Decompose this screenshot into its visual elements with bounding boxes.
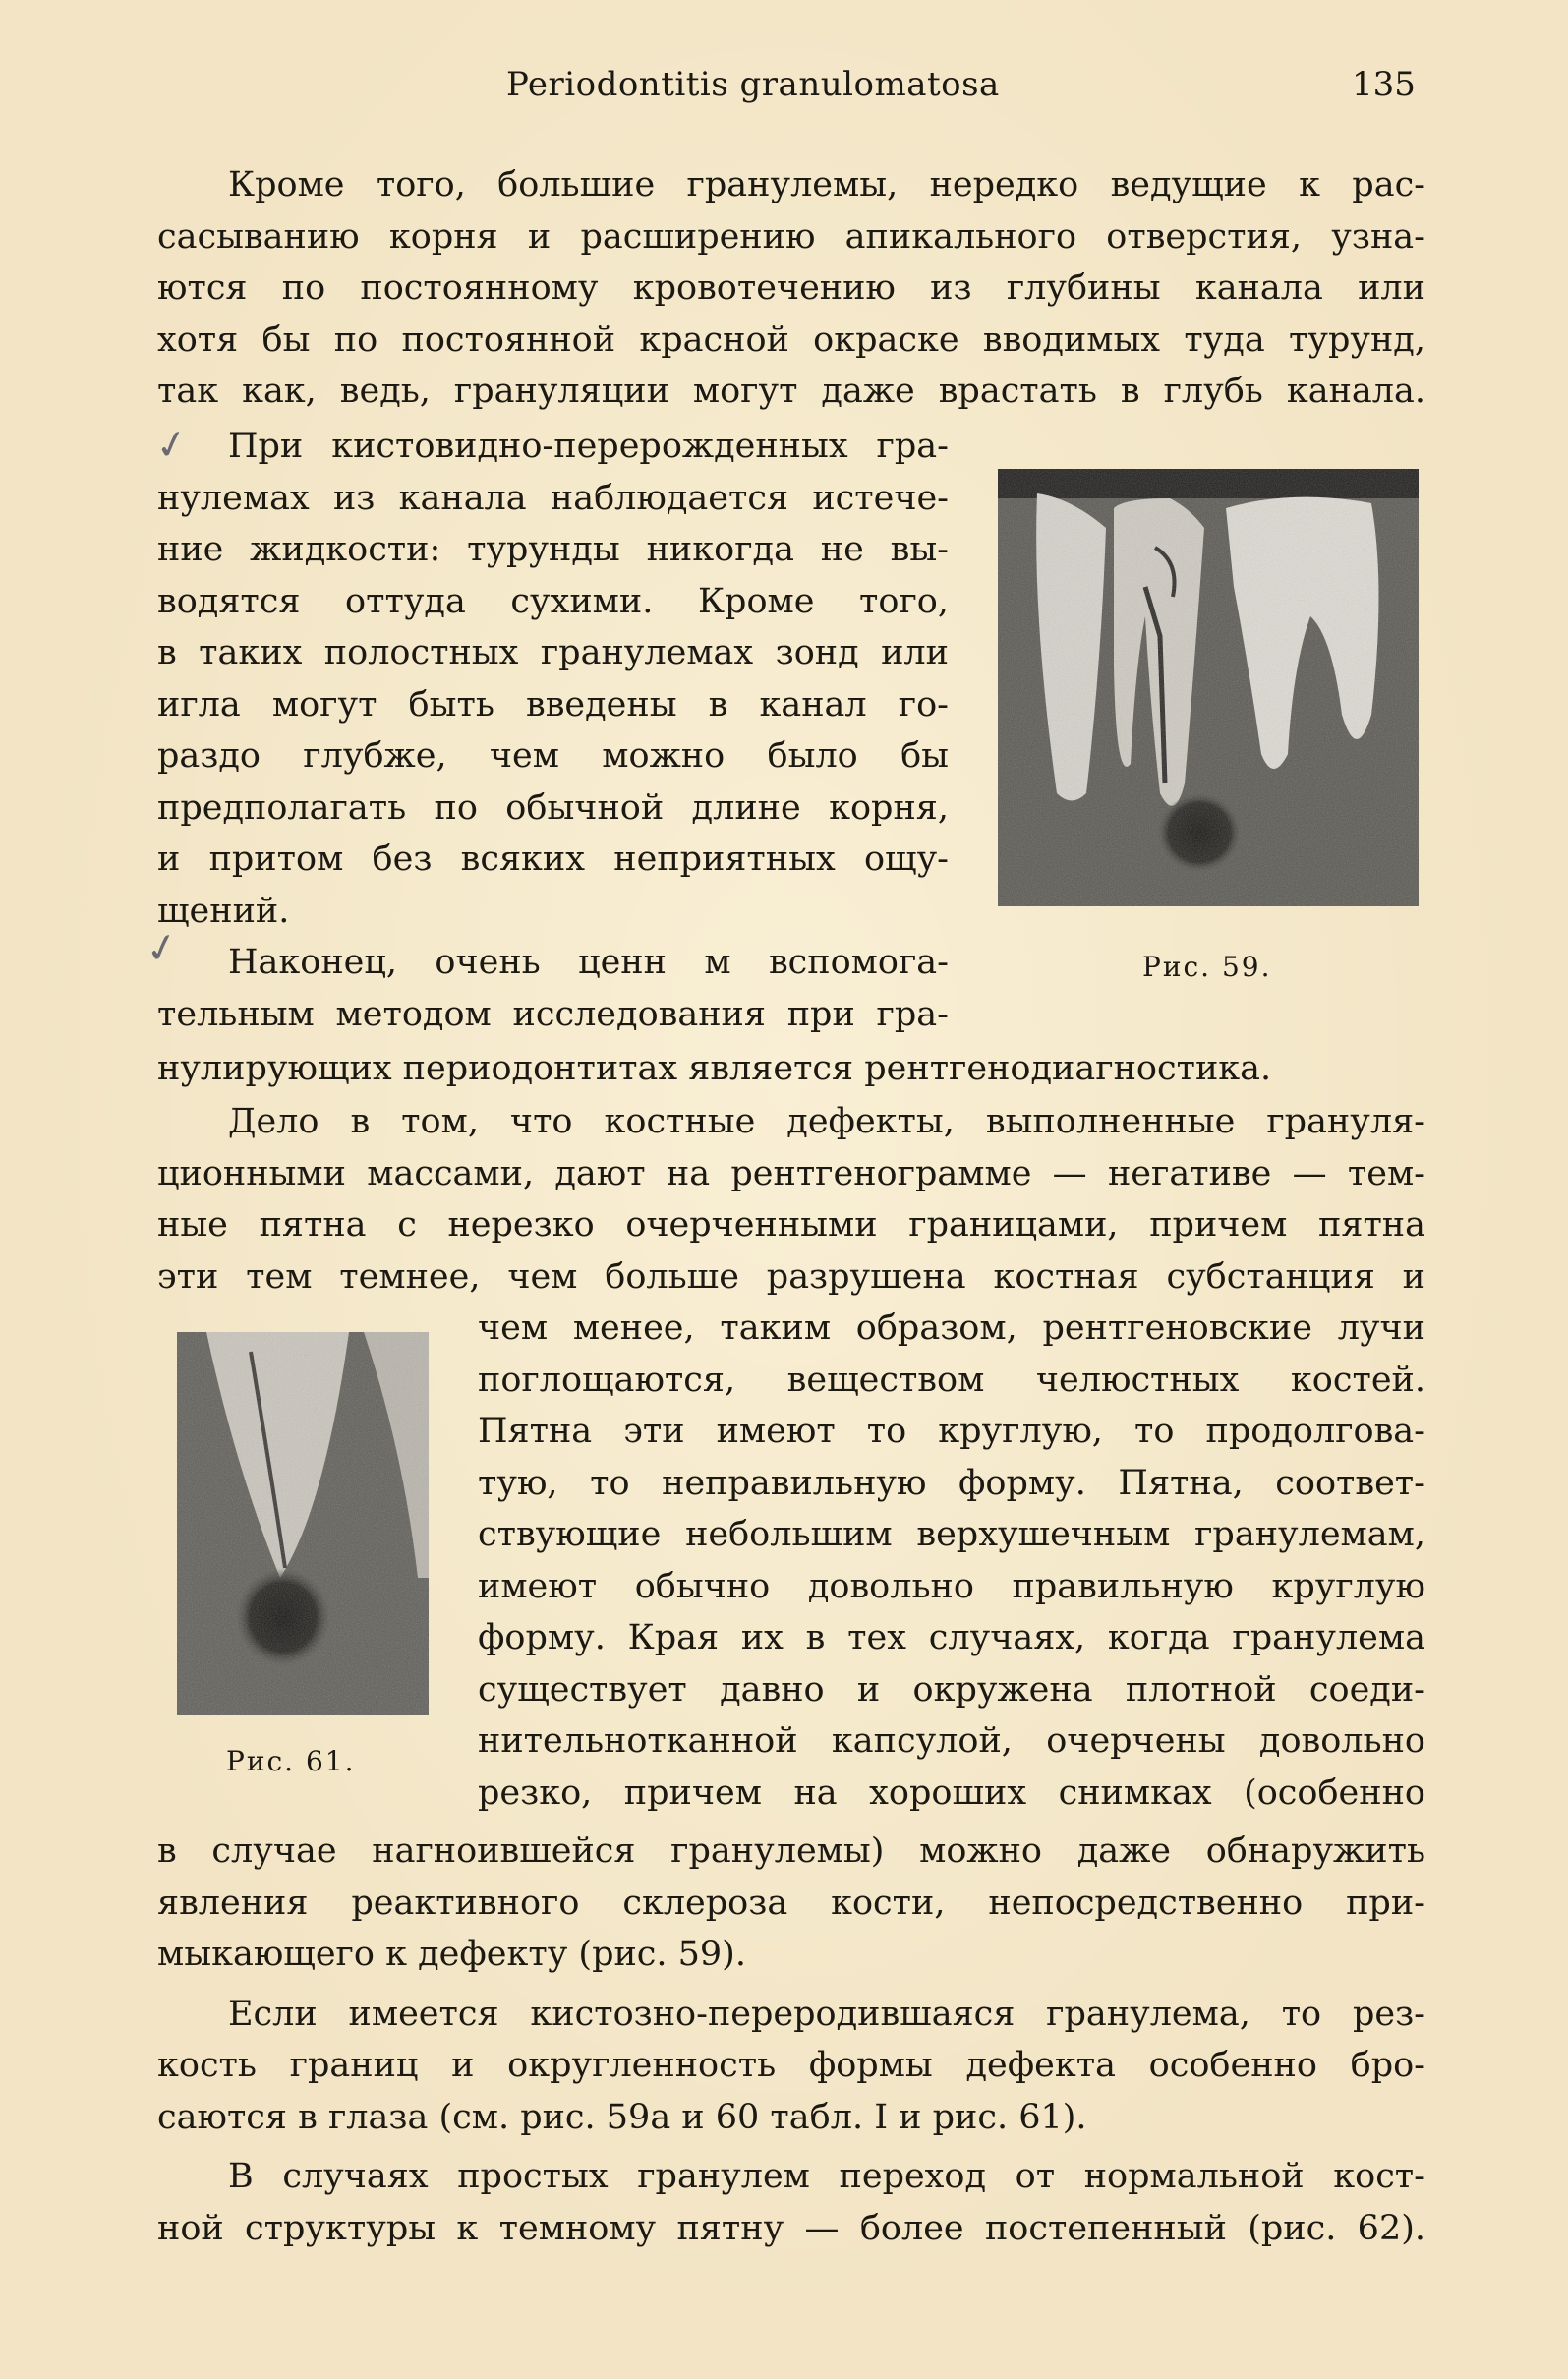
text-line: существует давно и окружена плотной соеди-	[478, 1669, 1425, 1710]
page-number: 135	[1352, 65, 1416, 104]
figure-59-caption: Рис. 59.	[1142, 951, 1272, 983]
text-line: форму. Края их в тех случаях, когда гранулема	[478, 1618, 1425, 1657]
text-line: нулирующих периодонтитах является рентгенодиагностика.	[157, 1049, 1272, 1088]
xray-teeth-image	[998, 469, 1419, 906]
paragraph-4-beside-figure	[478, 1303, 1425, 1819]
text-line: резко, причем на хороших снимках (особенно	[478, 1772, 1425, 1813]
text-line: игла могут быть введены в канал го-	[157, 684, 949, 725]
text-line: При кистовидно-перерожденных гра-	[228, 427, 949, 466]
text-line: ствующие небольшим верхушечным гранулемам,	[478, 1515, 1425, 1554]
text-line: сасыванию корня и расширению апикального отверстия, узна-	[157, 216, 1425, 257]
text-line: ционными массами, дают на рентгенограмме — негативе — тем-	[157, 1153, 1425, 1193]
text-line: нулемах из канала наблюдается истече-	[157, 478, 949, 518]
paragraph-2	[157, 421, 949, 1040]
xray-root-image	[177, 1332, 429, 1715]
text-line: водятся оттуда сухими. Кроме того,	[157, 581, 949, 621]
paragraph-4	[157, 1096, 1425, 1303]
text-line: Если имеется кистозно-переродившаяся гранулема, то рез-	[228, 1994, 1425, 2034]
text-line: Кроме того, большие гранулемы, нередко ведущие к рас-	[228, 165, 1425, 204]
text-line: тую, то неправильную форму. Пятна, соответ-	[478, 1463, 1425, 1503]
text-line: в таких полостных гранулемах зонд или	[157, 633, 949, 672]
text-line: эти тем темнее, чем больше разрушена костная субстанция и	[157, 1256, 1425, 1297]
pencil-check-mark-icon: ✓	[150, 420, 193, 471]
text-line: так как, ведь, грануляции могут даже врастать в глубь канала.	[157, 372, 1425, 411]
text-line: мыкающего к дефекту (рис. 59).	[157, 1935, 746, 1974]
text-line: в случае нагноившейся гранулемы) можно даже обнаружить	[157, 1831, 1425, 1871]
text-line: ются по постоянному кровотечению из глубины канала или	[157, 268, 1425, 308]
text-line: нительнотканной капсулой, очерчены довольно	[478, 1721, 1425, 1761]
text-line: щений.	[157, 891, 290, 931]
text-line: явления реактивного склероза кости, непосредственно при-	[157, 1883, 1425, 1923]
text-line: поглощаются, веществом челюстных костей.	[478, 1360, 1425, 1400]
text-line: раздо глубже, чем можно было бы	[157, 736, 949, 776]
text-line: ные пятна с нерезко очерченными границами, причем пятна	[157, 1205, 1425, 1245]
text-line: предполагать по обычной длине корня,	[157, 787, 949, 828]
paragraph-1	[157, 159, 1425, 418]
figure-59-radiograph	[998, 469, 1419, 906]
text-line: кость границ и округленность формы дефекта особенно бро-	[157, 2046, 1425, 2085]
figure-61-radiograph	[177, 1332, 429, 1715]
text-line: Дело в том, что костные дефекты, выполненные грануля-	[228, 1102, 1425, 1141]
running-title: Periodontitis granulomatosa	[506, 65, 1000, 104]
text-line: Пятна эти имеют то круглую, то продолгова-	[478, 1412, 1425, 1451]
text-line: тельным методом исследования при гра-	[157, 994, 949, 1034]
text-line: саются в глаза (см. рис. 59а и 60 табл. I и рис. 61).	[157, 2097, 1087, 2137]
figure-61-caption: Рис. 61.	[226, 1745, 356, 1777]
text-line: ние жидкости: турунды никогда не вы-	[157, 530, 949, 569]
paragraph-3-end	[157, 1043, 1425, 1095]
text-line: чем менее, таким образом, рентгеновские лучи	[478, 1308, 1425, 1348]
text-line: хотя бы по постоянной красной окраске вводимых туда турунд,	[157, 319, 1425, 360]
text-line: и притом без всяких неприятных ощу-	[157, 840, 949, 879]
text-line: Наконец, очень ценн м вспомога-	[228, 943, 949, 982]
text-line: В случаях простых гранулем переход от нормальной кост-	[228, 2157, 1425, 2196]
paragraph-4-tail	[157, 1826, 1425, 2254]
pencil-check-mark-icon: ✓	[141, 923, 183, 974]
text-line: ной структуры к темному пятну — более постепенный (рис. 62).	[157, 2208, 1425, 2248]
text-line: имеют обычно довольно правильную круглую	[478, 1566, 1425, 1606]
